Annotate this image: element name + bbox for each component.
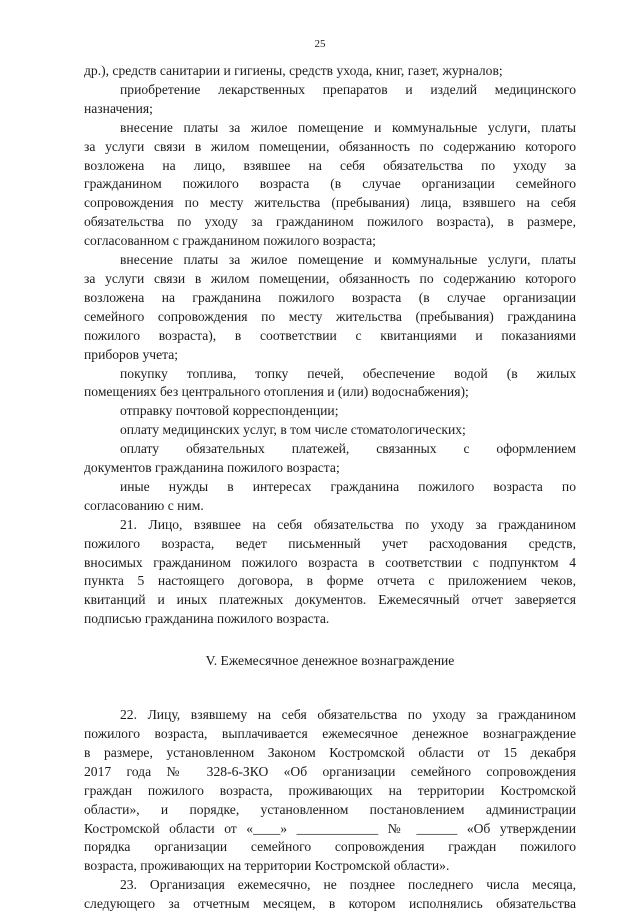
text-line: пункта 5 настоящего договора, в форме отчета с приложением чеков, (84, 573, 576, 589)
text-line: возложена на гражданина пожилого возраста (в случае организации (84, 289, 576, 305)
text-line: возраста, проживающих на территории Костромской области». (84, 858, 450, 874)
text-line: граждан пожилого возраста, проживающих на территории Костромской (84, 782, 576, 798)
text-line: обязательства по уходу за гражданином пожилого возраста), в размере, (84, 214, 576, 230)
text-line: квитанций и иных платежных документов. Ежемесячный отчет заверяется (84, 592, 576, 608)
text-line: приобретение лекарственных препаратов и изделий медицинского (120, 81, 576, 97)
text-block-provisions (84, 62, 576, 629)
text-line: в размере, установленном Законом Костромской области от 15 декабря (84, 744, 576, 760)
text-line: сопровождения по месту жительства (пребывания) лица, взявшего на себя (84, 195, 576, 211)
text-line: иные нужды в интересах гражданина пожилого возраста по (120, 478, 576, 494)
text-line: оплату обязательных платежей, связанных с оформлением (120, 441, 576, 457)
text-line: пожилого возраста, ведет письменный учет расходования средств, (84, 535, 576, 551)
text-line: назначения; (84, 100, 153, 116)
text-line: порядка организации семейного сопровождения граждан пожилого (84, 839, 576, 855)
text-line: области», и порядке, установленном постановлением администрации (84, 801, 576, 817)
text-line: Костромской области от «____» ____________ № ______ «Об утверждении (84, 820, 576, 836)
text-line: согласованном с гражданином пожилого возраста; (84, 233, 376, 249)
text-line: 22. Лицу, взявшему на себя обязательства по уходу за гражданином (120, 707, 576, 723)
section-heading: V. Ежемесячное денежное вознаграждение (205, 653, 455, 669)
text-line: покупку топлива, топку печей, обеспечение водой (в жилых (120, 365, 576, 381)
text-line: гражданином пожилого возраста (в случае организации семейного (84, 176, 576, 192)
text-line: 21. Лицо, взявшее на себя обязательства по уходу за гражданином (120, 516, 576, 532)
text-line: следующего за отчетным месяцем, в котором исполнялись обязательства (84, 896, 576, 912)
document-body (84, 62, 576, 914)
text-line: оплату медицинских услуг, в том числе стоматологических; (120, 422, 466, 438)
text-line: отправку почтовой корреспонденции; (120, 403, 339, 419)
text-line: приборов учета; (84, 346, 179, 362)
text-line: за услуги связи в жилом помещении, обязанность по содержанию которого (84, 270, 576, 286)
text-line: внесение платы за жилое помещение и коммунальные услуги, платы (120, 252, 576, 268)
text-line: пожилого возраста), в соответствии с квитанциями и показаниями (84, 327, 576, 343)
text-line: согласованию с ним. (84, 497, 204, 513)
text-line: возложена на лицо, взявшее на себя обязательства по уходу за (84, 157, 576, 173)
text-line: документов гражданина пожилого возраста; (84, 460, 340, 476)
text-line: др.), средств санитарии и гигиены, средств ухода, книг, газет, журналов; (84, 63, 503, 78)
text-line: семейного сопровождения по месту жительства (пребывания) гражданина (84, 308, 576, 324)
text-line: помещениях без центрального отопления и (или) водоснабжения); (84, 384, 469, 400)
text-block-remuneration (84, 706, 576, 914)
text-line: внесение платы за жилое помещение и коммунальные услуги, платы (120, 119, 576, 135)
text-line: 2017 года № 328-6-ЗКО «Об организации семейного сопровождения (84, 763, 576, 779)
text-line: вносимых гражданином пожилого возраста в соответствии с подпунктом 4 (84, 554, 576, 570)
text-line: за услуги связи в жилом помещении, обязанность по содержанию которого (84, 138, 576, 154)
text-line: подписью гражданина пожилого возраста. (84, 611, 330, 627)
page-number: 25 (314, 38, 326, 50)
text-line: 23. Организация ежемесячно, не позднее последнего числа месяца, (120, 877, 576, 893)
text-line: пожилого возраста, выплачивается ежемесячное денежное вознаграждение (84, 726, 576, 741)
